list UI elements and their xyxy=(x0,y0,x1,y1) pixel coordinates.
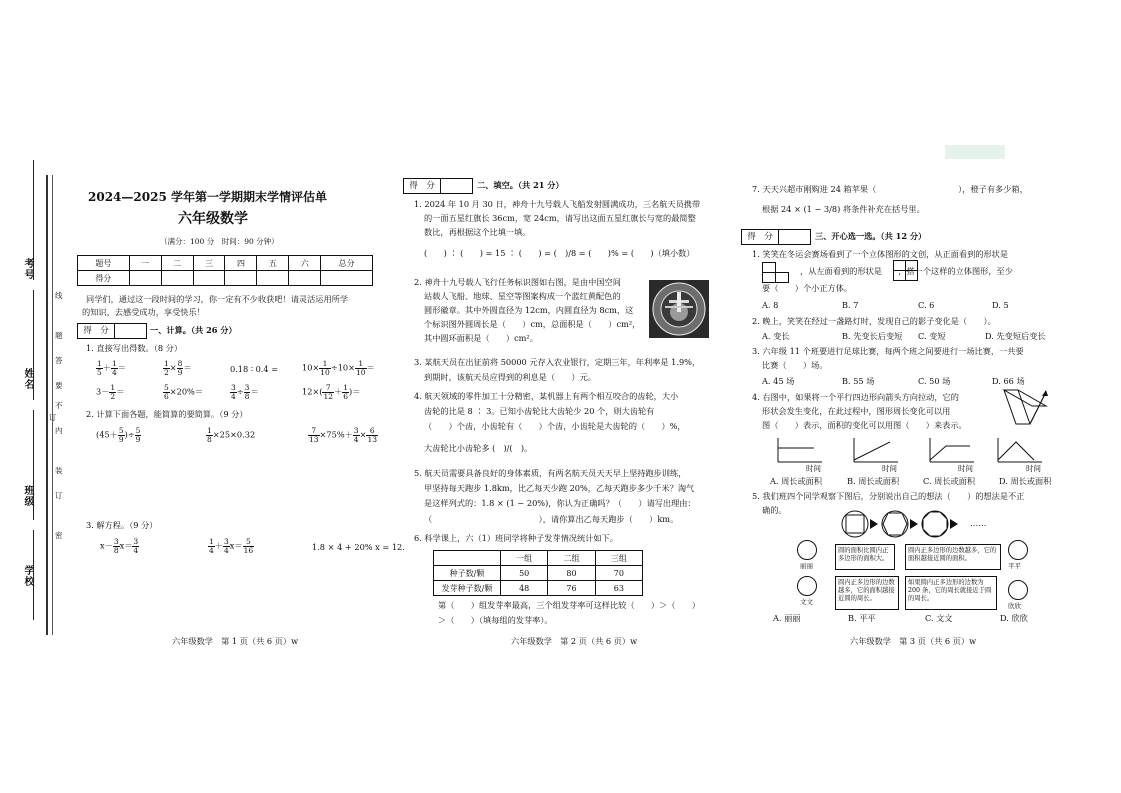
option-d[interactable]: D. 66 场 xyxy=(992,376,1025,386)
underline-banji xyxy=(33,410,34,520)
table-row xyxy=(434,551,643,566)
label-xuexiao: 学校 xyxy=(22,565,33,587)
option-b[interactable]: B. 7 xyxy=(842,300,859,310)
option-a[interactable]: A. 丽丽 xyxy=(773,613,801,623)
kid-label-lili: 丽丽 xyxy=(800,562,813,570)
page-footer: 六年级数学 第 1 页（共 6 页）w xyxy=(172,636,299,646)
option-a[interactable]: A. 变长 xyxy=(762,331,790,341)
score-table-cell: 六 xyxy=(289,256,321,271)
question-line: 6. 科学课上，六（1）班同学将种子发芽情况统计如下。 xyxy=(414,533,618,543)
seal-char: 题 xyxy=(55,331,63,340)
score-input-cell[interactable] xyxy=(225,271,257,286)
question-line: 其中圆环面积是（ ）cm²。 xyxy=(424,333,538,343)
calc-item: $\frac{7}{13}$ ×75%＋ $\frac{3}{4}$ × $\frac{6}{13}$ xyxy=(309,426,377,444)
seal-char: 线 xyxy=(55,291,63,300)
question-line: 7. 天天兴超市刚购进 24 箱苹果（ ），橙子有多少箱， xyxy=(752,184,1028,194)
oral-item: $\frac{3}{4}$ ÷ $\frac{3}{8}$ ＝ xyxy=(231,383,259,401)
question-line: 1. 2024 年 10 月 30 日，神舟十九号载人飞船发射圆满成功，三名航天员携带 xyxy=(414,199,701,209)
question-line: 形状会发生变化，在此过程中，图形周长变化可以用 xyxy=(762,406,951,416)
question-line: 第（ ）组发芽率最高，三个组发芽率可这样比较（ ）＞（ ） xyxy=(438,600,701,610)
option-b[interactable]: B. 平平 xyxy=(848,613,876,623)
option-c[interactable]: C. 6 xyxy=(918,300,935,310)
question-line: 数比，再根据这个比填一填。 xyxy=(424,227,531,237)
seal-char: 装 xyxy=(55,466,63,475)
question-line: 的一面五星红旗长 36cm，宽 24cm，请写出这面五星红旗长与宽的最简整 xyxy=(424,213,696,223)
kid-label-xinxin: 欣欣 xyxy=(1008,602,1021,610)
bubble-pingping: 圆内正多边形的边数越多，它的面积越接近圆的面积。 xyxy=(905,544,1001,570)
table-header-cell: 三组 xyxy=(595,551,642,566)
question-line: 圆形徽章。其中外圆直径为 12cm，内圆直径为 8cm，这 xyxy=(424,305,634,315)
label-kaohao: 考号 xyxy=(22,258,33,280)
question-line: 5. 航天员需要具备良好的身体素质，有两名航天员天天早上坚持跑步训练， xyxy=(414,468,687,478)
table-row xyxy=(434,581,643,596)
score-box xyxy=(741,229,811,245)
question-line: （ ）个齿，小齿轮有（ ）个齿，小齿轮是大齿轮的（ ）%， xyxy=(424,421,686,431)
option-d[interactable]: D. 欣欣 xyxy=(1000,613,1028,623)
page-footer: 六年级数学 第 2 页（共 6 页）w xyxy=(511,636,638,646)
question-line: 1. 笑笑在冬运会赛场看到了一个立体图形的文创，从正面看到的形状是 xyxy=(752,249,1009,259)
oral-item: 3－ $\frac{1}{2}$ ＝ xyxy=(96,383,125,401)
question-line: 图（ ）表示，面积的变化可以用图（ ）来表示。 xyxy=(762,420,967,430)
calc-item: $\frac{1}{8}$ ×25×0.32 xyxy=(207,426,256,444)
question-heading: 3. 解方程。（9 分） xyxy=(86,520,158,530)
seal-char: 订 xyxy=(49,413,57,422)
oral-item: 0.18 ∶ 0.4 = xyxy=(230,364,279,374)
underline-kaohao xyxy=(33,160,34,280)
score-table-cell: 四 xyxy=(225,256,257,271)
watermark-smudge xyxy=(945,145,1005,159)
ellipsis: …… xyxy=(970,518,987,528)
question-heading: 1. 直接写出得数。（8 分） xyxy=(86,343,183,353)
table-cell xyxy=(434,551,501,566)
option-a[interactable]: A. 周长或面积 xyxy=(770,476,823,486)
axis-label: 时间 xyxy=(1026,464,1041,473)
oral-item: $\frac{5}{6}$ ×20%＝ xyxy=(164,383,204,401)
score-input-cell[interactable] xyxy=(161,271,193,286)
bubble-lili: 圆的面积比圆内正多边形的面积大。 xyxy=(835,544,895,570)
exam-title: 2024—2025 学年第一学期期末学情评估单 xyxy=(88,190,327,204)
score-table-cell: 二 xyxy=(161,256,193,271)
score-box xyxy=(77,323,147,339)
score-table-cell: 题号 xyxy=(78,256,130,271)
table-header-cell: 一组 xyxy=(501,551,548,566)
score-table-cell: 总分 xyxy=(321,256,373,271)
score-table-cell: 一 xyxy=(129,256,161,271)
question-line: ＞（ ）（填每组的发芽率）。 xyxy=(438,615,553,625)
table-cell: 63 xyxy=(595,581,642,596)
kid-xinxin-avatar xyxy=(1008,580,1028,600)
question-line: 5. 我们班四个同学观察下图后，分别说出自己的想法（ ）的想法是不正 xyxy=(752,491,1025,501)
polygon-sequence-figure xyxy=(840,507,970,545)
option-a[interactable]: A. 8 xyxy=(762,300,779,310)
question-line: 大齿轮比小齿轮多 ( )/( )。 xyxy=(424,443,533,453)
equation-item: 1.8 × 4 + 20% x = 12. xyxy=(312,542,405,552)
seal-line xyxy=(46,175,48,635)
section-3-heading: 三、开心选一选。（共 12 分） xyxy=(815,231,927,241)
kid-wenwen-avatar xyxy=(797,576,817,596)
question-line: 确的。 xyxy=(762,505,787,515)
question-line: （ ），请你算出乙每天跑步（ ）km。 xyxy=(424,514,679,524)
option-b[interactable]: B. 先变长后变短 xyxy=(842,331,903,341)
table-header-cell: 二组 xyxy=(548,551,595,566)
seal-char: 答 xyxy=(55,356,63,365)
oral-item: $\frac{1}{5}$ ＋ $\frac{1}{4}$ ＝ xyxy=(97,359,126,377)
parallelogram-figure xyxy=(1002,386,1050,432)
score-table-cell: 五 xyxy=(257,256,289,271)
kid-pingping-avatar xyxy=(1008,540,1028,560)
question-line: 站载人飞船、地球、星空等图案构成一个蓝红黄配色的 xyxy=(424,291,621,301)
bubble-wenwen: 圆内正多边形的边数越多，它的面积越接近圆的周长。 xyxy=(835,576,899,610)
option-a[interactable]: A. 45 场 xyxy=(762,376,795,386)
question-line: 3. 某航天员在出征前将 50000 元存入农业银行，定期三年，年利率是 1.9%， xyxy=(414,357,701,367)
option-c[interactable]: C. 变短 xyxy=(918,331,946,341)
calc-item: (45＋ $\frac{5}{9}$ )÷ $\frac{5}{9}$ xyxy=(96,426,141,444)
question-line: 4. 右图中，如果将一个平行四边形向箭头方向拉动，它的 xyxy=(752,392,959,402)
kid-label-wenwen: 文文 xyxy=(800,598,813,606)
seal-char: 密 xyxy=(55,531,63,540)
seal-line-2 xyxy=(52,175,53,635)
section-1-heading: 一、计算。（共 26 分） xyxy=(150,325,237,335)
question-line: 3. 六年级 11 个班要进行足球比赛，每两个班之间要进行一场比赛，一共要 xyxy=(752,346,1024,356)
left-view-icon xyxy=(893,260,919,286)
seal-char: 不 xyxy=(55,401,63,410)
question-line: 2. 神舟十九号载人飞行任务标识图如右图，是由中国空间 xyxy=(414,277,621,287)
score-input-cell[interactable] xyxy=(129,271,161,286)
table-cell: 48 xyxy=(501,581,548,596)
table-cell: 80 xyxy=(548,566,595,581)
kid-label-pingping: 平平 xyxy=(1008,562,1021,570)
option-c[interactable]: C. 50 场 xyxy=(918,376,951,386)
axis-label: 时间 xyxy=(882,464,897,473)
axis-label: 时间 xyxy=(806,464,821,473)
option-c[interactable]: C. 周长或面积 xyxy=(923,476,976,486)
table-cell: 70 xyxy=(595,566,642,581)
bubble-xinxin: 如果圆内正多边形的边数为 200 条，它的周长就接近于圆的周长。 xyxy=(905,576,997,610)
score-table xyxy=(77,255,373,286)
underline-xuexiao xyxy=(33,530,34,620)
score-box-label: 得 分 xyxy=(742,230,779,244)
equation-item: x－ $\frac{3}{8}$ x＝ $\frac{3}{4}$ xyxy=(100,537,139,555)
option-b[interactable]: B. 55 场 xyxy=(842,376,875,386)
question-line: 比赛（ ）场。 xyxy=(762,360,828,370)
table-cell: 发芽种子数/颗 xyxy=(434,581,501,596)
table-cell: 76 xyxy=(548,581,595,596)
score-table-row xyxy=(78,271,373,286)
table-row xyxy=(434,566,643,581)
table-cell: 种子数/颗 xyxy=(434,566,501,581)
page-footer: 六年级数学 第 3 页（共 6 页）w xyxy=(850,636,977,646)
kid-lili-avatar xyxy=(797,540,817,560)
score-input-cell[interactable] xyxy=(289,271,321,286)
option-c[interactable]: C. 文文 xyxy=(925,613,953,623)
option-d[interactable]: D. 周长或面积 xyxy=(999,476,1052,486)
question-line: 个标识图外圆周长是（ ）cm，总面积是（ ）cm²， xyxy=(424,319,641,329)
seal-char: 要 xyxy=(55,381,63,390)
oral-item: $\frac{1}{2}$ × $\frac{8}{9}$ ＝ xyxy=(164,359,192,377)
score-input-cell[interactable] xyxy=(321,271,373,286)
fill-line[interactable]: ( ) ∶ ( ) = 15 ∶ ( ) = ( )/8 = ( )% = ( )（填小数） xyxy=(424,248,695,258)
axis-label: 时间 xyxy=(958,464,973,473)
underline-xingming xyxy=(33,290,34,400)
score-input-cell[interactable] xyxy=(193,271,225,286)
score-table-row xyxy=(78,256,373,271)
question-heading: 2. 计算下面各题，能简算的要简算。（9 分） xyxy=(86,409,248,419)
option-d[interactable]: D. 5 xyxy=(992,300,1009,310)
option-b[interactable]: B. 周长或面积 xyxy=(847,476,900,486)
mission-badge-image xyxy=(649,280,709,338)
score-box xyxy=(403,178,473,194)
label-banji: 班级 xyxy=(22,485,33,507)
score-input-cell[interactable] xyxy=(257,271,289,286)
oral-item: 12×( $\frac{7}{12}$ ＋ $\frac{1}{6}$ )＝ xyxy=(302,383,361,401)
germination-table xyxy=(433,550,643,596)
score-table-cell: 三 xyxy=(193,256,225,271)
exam-meta: （满分：100 分 时间：90 分钟） xyxy=(160,237,279,246)
question-line: 齿轮的比是 8 ∶ 3。已知小齿轮比大齿轮少 20 个，则大齿轮有 xyxy=(424,406,655,416)
intro-line: 的知识，去感受成功，享受快乐！ xyxy=(82,307,205,317)
question-line: 4. 航天领域的零件加工十分精密，某机器上有两个相互咬合的齿轮，大小 xyxy=(414,391,679,401)
exam-subtitle: 六年级数学 xyxy=(178,211,248,227)
question-line: 到期时，该航天员应得到的利息是（ ）元。 xyxy=(424,372,596,382)
mission-badge-icon xyxy=(649,280,709,338)
seal-char: 订 xyxy=(55,491,63,500)
score-box-label: 得 分 xyxy=(78,324,115,338)
question-line: 根据 24 × (1 − 3/8) 将条件补充在括号里。 xyxy=(762,204,925,214)
option-d[interactable]: D. 先变短后变长 xyxy=(985,331,1046,341)
oral-item: 10× $\frac{1}{10}$ ÷10× $\frac{1}{10}$ ＝ xyxy=(302,359,375,377)
label-xingming: 姓名 xyxy=(22,368,33,390)
table-cell: 50 xyxy=(501,566,548,581)
question-line: 2. 晚上，笑笑在经过一盏路灯时，发现自己的影子变化是（ ）。 xyxy=(752,316,996,326)
question-line: 是这样列式的：1.8 × (1 − 20%)，你认为正确吗？（ ）请写出理由： xyxy=(424,498,696,508)
score-table-cell: 得分 xyxy=(78,271,130,286)
section-2-heading: 二、填空。（共 21 分） xyxy=(477,180,564,190)
question-line: ，从左面看到的形状是 ，搭一个这样的立体图形，至少 xyxy=(800,266,1013,276)
intro-line: 同学们，通过这一段时间的学习，你一定有不少收获吧！请灵活运用所学 xyxy=(86,294,349,304)
question-line: 甲坚持每天跑步 1.8km，比乙每天少跑 20%，乙每天跑步多少千米？淘气 xyxy=(424,483,695,493)
seal-char: 内 xyxy=(55,426,63,435)
score-box-label: 得 分 xyxy=(404,179,441,193)
equation-item: $\frac{1}{4}$ ＋ $\frac{3}{4}$ x＝ $\frac{5}{16}$ xyxy=(209,537,254,555)
question-line: 要（ ）个小正方体。 xyxy=(762,283,853,293)
